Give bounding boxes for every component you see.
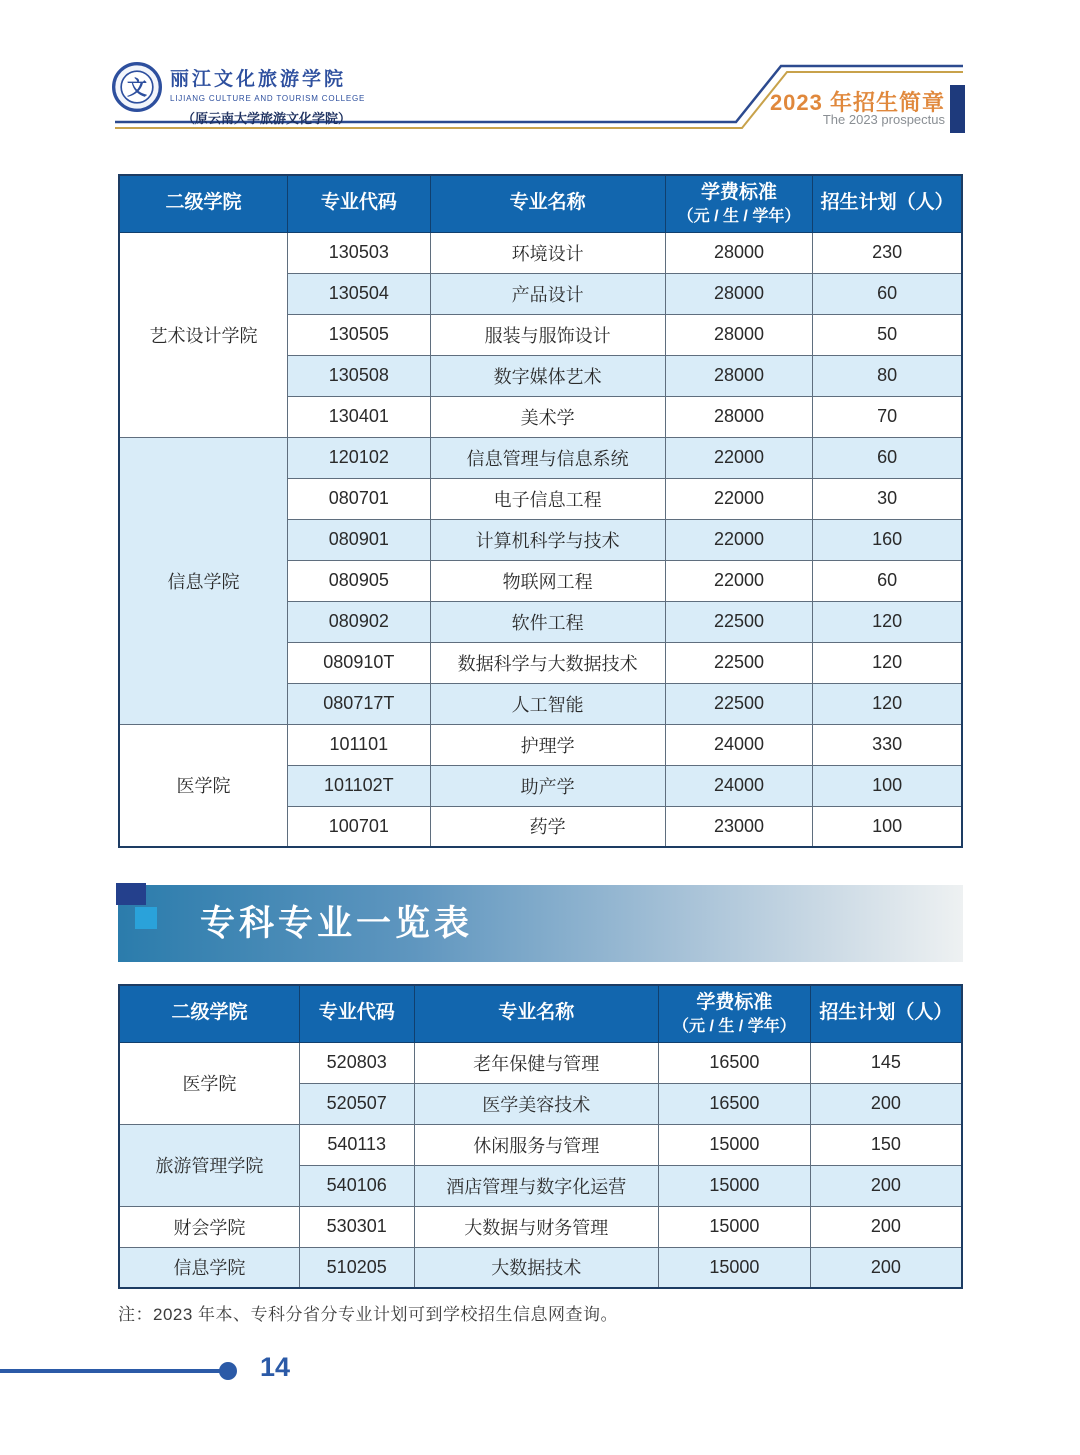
- tuition-value: 16500: [659, 1083, 811, 1124]
- college-name-en: LIJIANG CULTURE AND TOURISM COLLEGE: [170, 94, 366, 103]
- major-code: 130401: [288, 396, 430, 437]
- table-row: [119, 437, 962, 478]
- column-header: 专业代码: [288, 175, 430, 232]
- column-header: 专业名称: [414, 985, 658, 1042]
- major-name: 数字媒体艺术: [430, 355, 665, 396]
- column-header: 招生计划（人）: [813, 175, 962, 232]
- major-code: 120102: [288, 437, 430, 478]
- tuition-value: 15000: [659, 1124, 811, 1165]
- accent-bar: [950, 85, 965, 133]
- college-name-cn: 丽江文化旅游学院: [170, 69, 347, 90]
- major-code: 080902: [288, 601, 430, 642]
- column-header: 二级学院: [119, 985, 299, 1042]
- column-header: 专业名称: [430, 175, 665, 232]
- footnote: 注：2023 年本、专科分省分专业计划可到学校招生信息网查询。: [118, 1305, 619, 1324]
- college-seal-icon: [112, 62, 162, 112]
- tuition-value: 15000: [659, 1206, 811, 1247]
- major-name: 美术学: [430, 396, 665, 437]
- svg-text:文: 文: [127, 75, 147, 100]
- undergraduate-table-section: [118, 174, 963, 848]
- undergraduate-majors-table: [118, 174, 963, 848]
- major-name: 酒店管理与数字化运营: [414, 1165, 658, 1206]
- major-code: 101101: [288, 724, 430, 765]
- tuition-value: 15000: [659, 1247, 811, 1288]
- major-code: 510205: [299, 1247, 414, 1288]
- enrollment-plan-value: 70: [813, 396, 962, 437]
- enrollment-plan-value: 200: [810, 1247, 962, 1288]
- major-name: 老年保健与管理: [414, 1042, 658, 1083]
- major-code: 080717T: [288, 683, 430, 724]
- major-code: 080701: [288, 478, 430, 519]
- major-name: 护理学: [430, 724, 665, 765]
- college-cell: 医学院: [119, 1042, 299, 1124]
- tuition-value: 22500: [665, 601, 813, 642]
- major-name: 药学: [430, 806, 665, 847]
- table-row: [119, 1247, 962, 1288]
- enrollment-plan-value: 145: [810, 1042, 962, 1083]
- tuition-value: 24000: [665, 724, 813, 765]
- junior-section-banner: [118, 885, 963, 962]
- table-row: [119, 1042, 962, 1083]
- footer-rule: [0, 1369, 226, 1373]
- enrollment-plan-value: 200: [810, 1206, 962, 1247]
- header-divider-lines: [0, 0, 1080, 150]
- table-row: [119, 1124, 962, 1165]
- table-row: [119, 232, 962, 273]
- major-code: 540113: [299, 1124, 414, 1165]
- page-number: 14: [260, 1352, 291, 1382]
- enrollment-plan-value: 120: [813, 642, 962, 683]
- major-name: 电子信息工程: [430, 478, 665, 519]
- junior-section-title: 专科专业一览表: [200, 904, 474, 943]
- college-cell: 信息学院: [119, 1247, 299, 1288]
- header-row: [119, 175, 962, 232]
- major-name: 软件工程: [430, 601, 665, 642]
- tuition-value: 22500: [665, 683, 813, 724]
- enrollment-plan-value: 230: [813, 232, 962, 273]
- tuition-value: 24000: [665, 765, 813, 806]
- major-name: 大数据技术: [414, 1247, 658, 1288]
- column-header: 二级学院: [119, 175, 288, 232]
- major-name: 产品设计: [430, 273, 665, 314]
- tuition-value: 28000: [665, 396, 813, 437]
- major-code: 130505: [288, 314, 430, 355]
- college-cell: 旅游管理学院: [119, 1124, 299, 1206]
- tuition-value: 23000: [665, 806, 813, 847]
- enrollment-plan-value: 100: [813, 765, 962, 806]
- major-code: 540106: [299, 1165, 414, 1206]
- footer-dot-icon: [219, 1362, 237, 1380]
- column-header: 学费标准 （元 / 生 / 学年）: [659, 985, 811, 1042]
- college-cell: 艺术设计学院: [119, 232, 288, 437]
- tuition-value: 16500: [659, 1042, 811, 1083]
- tuition-value: 28000: [665, 273, 813, 314]
- enrollment-plan-value: 200: [810, 1165, 962, 1206]
- junior-table-section: [118, 984, 963, 1289]
- college-former-name: （原云南大学旅游文化学院）: [182, 111, 352, 126]
- major-name: 物联网工程: [430, 560, 665, 601]
- major-code: 101102T: [288, 765, 430, 806]
- junior-college-majors-table: [118, 984, 963, 1289]
- enrollment-plan-value: 150: [810, 1124, 962, 1165]
- major-code: 520507: [299, 1083, 414, 1124]
- enrollment-plan-value: 60: [813, 560, 962, 601]
- tuition-value: 22500: [665, 642, 813, 683]
- enrollment-plan-value: 120: [813, 683, 962, 724]
- tuition-value: 28000: [665, 314, 813, 355]
- table-row: [119, 1206, 962, 1247]
- enrollment-plan-value: 60: [813, 437, 962, 478]
- major-name: 休闲服务与管理: [414, 1124, 658, 1165]
- major-name: 数据科学与大数据技术: [430, 642, 665, 683]
- enrollment-plan-value: 100: [813, 806, 962, 847]
- tuition-value: 22000: [665, 560, 813, 601]
- enrollment-plan-value: 120: [813, 601, 962, 642]
- major-name: 大数据与财务管理: [414, 1206, 658, 1247]
- major-name: 人工智能: [430, 683, 665, 724]
- tuition-value: 28000: [665, 355, 813, 396]
- tuition-value: 22000: [665, 519, 813, 560]
- enrollment-plan-value: 60: [813, 273, 962, 314]
- major-code: 080901: [288, 519, 430, 560]
- column-header: 招生计划（人）: [810, 985, 962, 1042]
- column-header: 专业代码: [299, 985, 414, 1042]
- major-name: 信息管理与信息系统: [430, 437, 665, 478]
- prospectus-subtitle: The 2023 prospectus: [822, 112, 945, 127]
- major-name: 计算机科学与技术: [430, 519, 665, 560]
- major-name: 助产学: [430, 765, 665, 806]
- major-code: 130504: [288, 273, 430, 314]
- major-code: 530301: [299, 1206, 414, 1247]
- enrollment-plan-value: 80: [813, 355, 962, 396]
- college-cell: 财会学院: [119, 1206, 299, 1247]
- tuition-value: 28000: [665, 232, 813, 273]
- major-name: 服装与服饰设计: [430, 314, 665, 355]
- masthead-name-block: [170, 64, 470, 127]
- prospectus-title: 2023 年招生简章: [769, 90, 945, 115]
- enrollment-plan-value: 50: [813, 314, 962, 355]
- college-cell: 医学院: [119, 724, 288, 847]
- header-row: [119, 985, 962, 1042]
- major-code: 100701: [288, 806, 430, 847]
- enrollment-plan-value: 30: [813, 478, 962, 519]
- tuition-value: 15000: [659, 1165, 811, 1206]
- banner-navy-square-icon: [116, 883, 146, 905]
- enrollment-plan-value: 330: [813, 724, 962, 765]
- column-header: 学费标准 （元 / 生 / 学年）: [665, 175, 813, 232]
- major-code: 080905: [288, 560, 430, 601]
- major-code: 130503: [288, 232, 430, 273]
- major-name: 医学美容技术: [414, 1083, 658, 1124]
- banner-cyan-square-icon: [135, 907, 157, 929]
- major-code: 520803: [299, 1042, 414, 1083]
- enrollment-plan-value: 160: [813, 519, 962, 560]
- major-code: 080910T: [288, 642, 430, 683]
- major-name: 环境设计: [430, 232, 665, 273]
- college-cell: 信息学院: [119, 437, 288, 724]
- enrollment-plan-value: 200: [810, 1083, 962, 1124]
- tuition-value: 22000: [665, 437, 813, 478]
- table-row: [119, 724, 962, 765]
- tuition-value: 22000: [665, 478, 813, 519]
- major-code: 130508: [288, 355, 430, 396]
